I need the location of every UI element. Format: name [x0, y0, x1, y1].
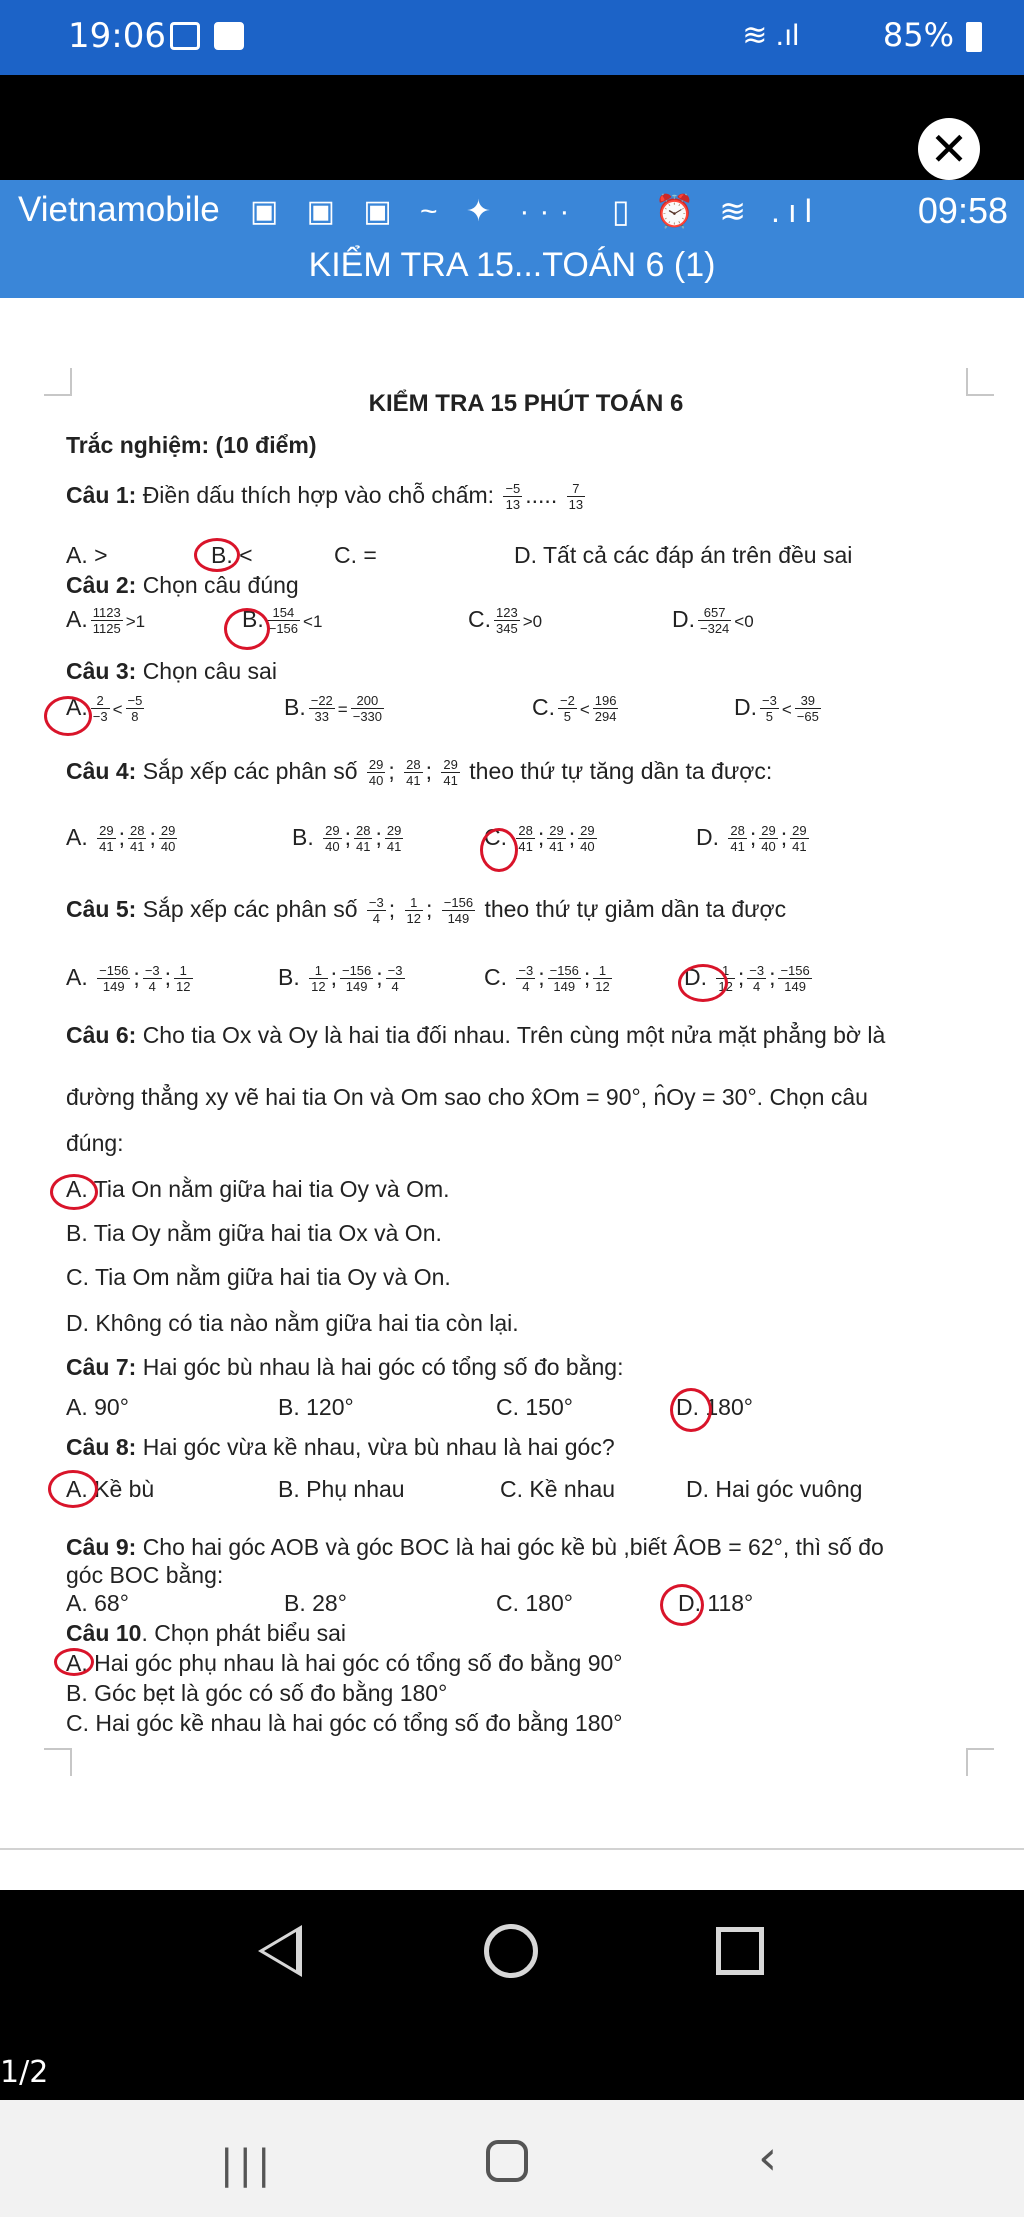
document-page[interactable]: [0, 298, 1024, 1890]
question-4: Câu 4: Sắp xếp các phân số $\frac{29}{40}$ ; $\frac{28}{41}$ ; $\frac{29}{41}$ theo thứ tự tăng dần ta được:: [66, 757, 773, 789]
question-7: Câu 7: Hai góc bù nhau là hai góc có tổng số đo bằng:: [66, 1354, 624, 1380]
q6-option-a: A. Tia On nằm giữa hai tia Oy và Om.: [66, 1176, 450, 1202]
answer-circle-q3: [44, 696, 92, 736]
carrier-name: Vietnamobile: [18, 190, 220, 229]
notification-icons: ▣ ▣ ▣ ~ ✦ ···: [250, 195, 580, 228]
question-3: Câu 3: Chọn câu sai: [66, 658, 277, 684]
question-5: Câu 5: Sắp xếp các phân số $\frac{-3}{4}$ ; $\frac{1}{12}$ ; $\frac{-156}{149}$ theo thứ tự giảm dần ta được: [66, 895, 787, 927]
q4-option-c: C. $\frac{28}{41}$ ; $\frac{29}{41}$ ; $\frac{29}{40}$: [484, 823, 595, 855]
page-corner-mark: [966, 1748, 994, 1776]
system-icons: ▯ ⏰ ≋ .ıl: [612, 193, 820, 229]
q10-option-a: A. Hai góc phụ nhau là hai góc có tổng số đo bằng 90°: [66, 1650, 623, 1676]
q10-option-b: B. Góc bẹt là góc có số đo bằng 180°: [66, 1680, 448, 1706]
q2-option-d: D. $\frac{657}{-324}$ <0: [672, 605, 754, 637]
q5-option-d: D. $\frac{1}{12}$ ; $\frac{-3}{4}$ ; $\frac{-156}{149}$: [684, 963, 810, 995]
q9-option-b: B. 28°: [284, 1590, 347, 1616]
document-header: [0, 180, 1024, 298]
system-navigation-bar: [0, 2100, 1024, 2217]
exam-heading: KIỂM TRA 15 PHÚT TOÁN 6: [368, 390, 684, 417]
question-6: Câu 6: Cho tia Ox và Oy là hai tia đối nhau. Trên cùng một nửa mặt phẳng bờ là: [66, 1022, 886, 1048]
q8-option-c: C. Kề nhau: [500, 1476, 616, 1502]
answer-circle-q1: [194, 538, 240, 572]
viewer-top-band: [0, 75, 1024, 180]
q10-option-c: C. Hai góc kề nhau là hai góc có tổng số đo bằng 180°: [66, 1710, 623, 1736]
q2-option-a: A. $\frac{1123}{1125}$ >1: [66, 605, 146, 637]
q9-option-c: C. 180°: [496, 1590, 573, 1616]
q3-option-d: D. $\frac{-3}{5}$ < $\frac{39}{-65}$: [734, 693, 819, 725]
question-1: Câu 1: Điền dấu thích hợp vào chỗ chấm: $\frac{-5}{13}$ ..... $\frac{7}{13}$: [66, 481, 584, 513]
answer-circle-q10: [54, 1648, 94, 1676]
q6-option-c: C. Tia Om nằm giữa hai tia Oy và On.: [66, 1264, 451, 1290]
section-title: Trắc nghiệm: (10 điểm): [66, 432, 317, 458]
question-6-line-3: đúng:: [66, 1130, 124, 1156]
question-8: Câu 8: Hai góc vừa kề nhau, vừa bù nhau là hai góc?: [66, 1434, 615, 1460]
q4-option-d: D. $\frac{28}{41}$ ; $\frac{29}{40}$ ; $\frac{29}{41}$: [696, 823, 807, 855]
q9-option-d: D. 118°: [678, 1590, 754, 1616]
inner-status-time: 09:58: [917, 190, 1008, 231]
answer-circle-q5: [678, 964, 728, 1002]
q9-option-a: A. 68°: [66, 1590, 129, 1616]
recents-square-icon: [716, 1927, 764, 1975]
q1-option-c: C. =: [334, 542, 377, 568]
q1-option-b: B. <: [211, 542, 253, 568]
home-circle-icon: [484, 1924, 538, 1978]
q2-option-c: C. $\frac{123}{345}$ >0: [468, 605, 543, 637]
document-title: KIỂM TRA 15...TOÁN 6 (1): [308, 246, 716, 284]
answer-circle-q9: [660, 1584, 704, 1626]
page-divider: [0, 1848, 1024, 1850]
gallery-icon: [170, 22, 200, 50]
q3-option-a: A. $\frac{2}{-3}$ < $\frac{-5}{8}$: [66, 693, 143, 725]
q7-option-b: B. 120°: [278, 1394, 354, 1420]
home-icon[interactable]: [486, 2140, 528, 2182]
q8-option-a: A. Kề bù: [66, 1476, 155, 1502]
question-9: Câu 9: Cho hai góc AOB và góc BOC là hai góc kề bù ,biết ÂOB = 62°, thì số đo: [66, 1534, 884, 1560]
q7-option-c: C. 150°: [496, 1394, 573, 1420]
answer-circle-q8: [48, 1470, 98, 1508]
back-icon[interactable]: ‹: [758, 2130, 778, 2186]
question-2: Câu 2: Chọn câu đúng: [66, 572, 299, 598]
q6-option-b: B. Tia Oy nằm giữa hai tia Ox và On.: [66, 1220, 442, 1246]
q4-option-b: B. $\frac{29}{40}$ ; $\frac{28}{41}$ ; $\frac{29}{41}$: [292, 823, 402, 855]
status-time: 19:06: [68, 16, 166, 56]
question-10: Câu 10. Chọn phát biểu sai: [66, 1620, 347, 1646]
q5-option-c: C. $\frac{-3}{4}$ ; $\frac{-156}{149}$ ; $\frac{1}{12}$: [484, 963, 610, 995]
recent-apps-icon[interactable]: |||: [220, 2142, 276, 2188]
q7-option-d: D. 180°: [676, 1394, 753, 1420]
q4-option-a: A. $\frac{29}{41}$ ; $\frac{28}{41}$ ; $\frac{29}{40}$: [66, 823, 176, 855]
answer-circle-q7: [670, 1388, 712, 1432]
close-button[interactable]: ✕: [918, 118, 980, 180]
question-9-line-2: góc BOC bằng:: [66, 1562, 224, 1588]
q1-option-a: A. >: [66, 542, 108, 568]
youtube-icon: [214, 22, 244, 50]
q7-option-a: A. 90°: [66, 1394, 129, 1420]
q5-option-a: A. $\frac{-156}{149}$ ; $\frac{-3}{4}$ ; $\frac{1}{12}$: [66, 963, 191, 995]
inner-navigation-bar: [0, 1890, 1024, 2100]
q3-option-c: C. $\frac{-2}{5}$ < $\frac{196}{294}$: [532, 693, 617, 725]
outer-status-bar: [0, 0, 1024, 75]
q1-option-d: D. Tất cả các đáp án trên đều sai: [514, 542, 853, 568]
q3-option-b: B. $\frac{-22}{33}$ = $\frac{200}{-330}$: [284, 693, 383, 725]
question-6-line-2: đường thẳng xy vẽ hai tia On và Om sao cho x̂Om = 90°, n̂Oy = 30°. Chọn câu: [66, 1084, 868, 1110]
q8-option-d: D. Hai góc vuông: [686, 1476, 863, 1502]
q2-option-b: B. $\frac{154}{-156}$ <1: [242, 605, 323, 637]
page-indicator: 1/2: [0, 2055, 49, 2090]
battery-icon: [966, 22, 982, 52]
q6-option-d: D. Không có tia nào nằm giữa hai tia còn lại.: [66, 1310, 519, 1336]
battery-percent: 85%: [882, 16, 954, 54]
answer-circle-q2: [224, 608, 270, 650]
q5-option-b: B. $\frac{1}{12}$ ; $\frac{-156}{149}$ ; $\frac{-3}{4}$: [278, 963, 403, 995]
wifi-signal-icon: ≋ .ıl: [742, 19, 799, 52]
answer-circle-q6: [50, 1174, 98, 1210]
q8-option-b: B. Phụ nhau: [278, 1476, 405, 1502]
page-corner-mark: [44, 1748, 72, 1776]
answer-circle-q4: [480, 828, 518, 872]
